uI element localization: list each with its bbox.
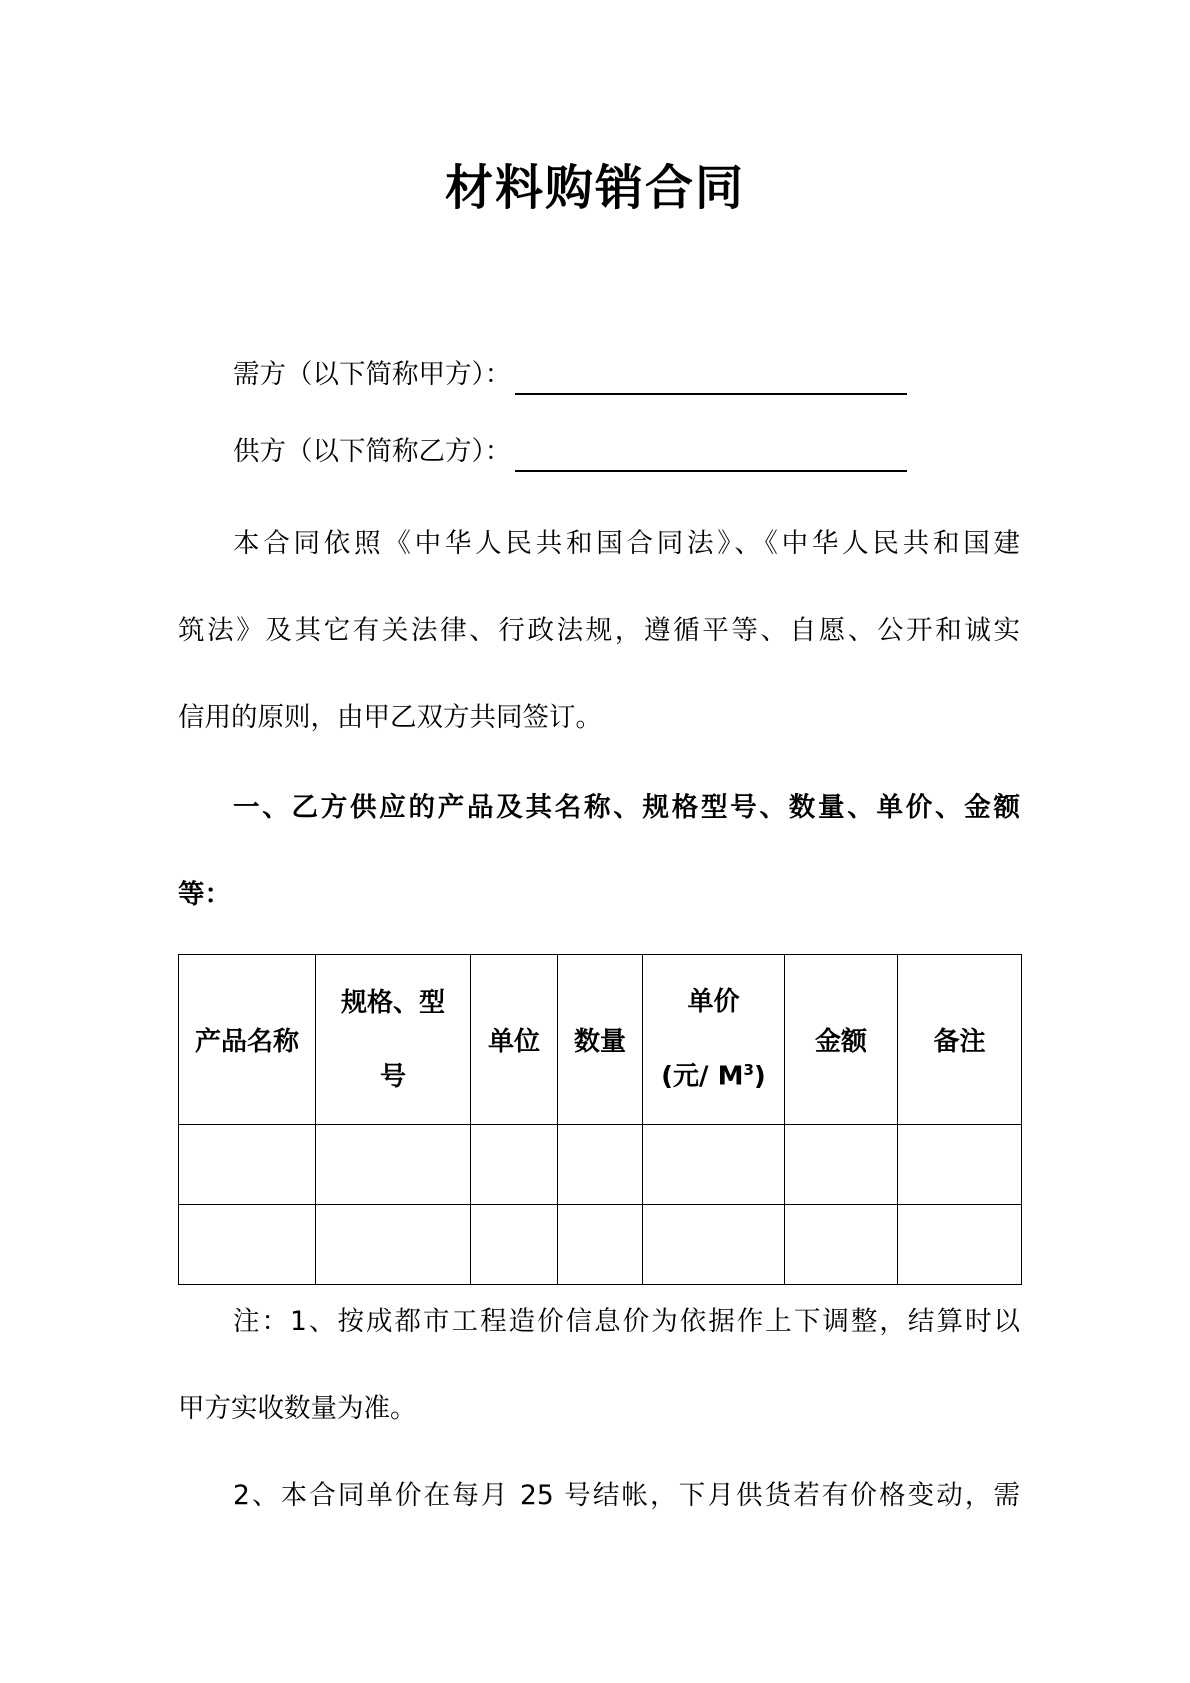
buyer-label: 需方（以下简称甲方）： <box>233 359 512 390</box>
note-line: 2、本合同单价在每月 25 号结帐，下月供货若有价格变动，需 <box>233 1480 1020 1511</box>
seller-label: 供方（以下简称乙方）： <box>233 436 512 467</box>
header-product-name: 产品名称 <box>179 955 316 1125</box>
section-heading-line: 一、乙方供应的产品及其名称、规格型号、数量、单价、金额 <box>233 792 1020 823</box>
header-price-line: 单价 <box>687 987 740 1018</box>
buyer-field-row <box>233 355 1020 395</box>
table-cell[interactable] <box>471 1125 558 1205</box>
table-cell[interactable] <box>316 1205 471 1285</box>
table-cell[interactable] <box>643 1125 785 1205</box>
header-unit: 单位 <box>471 955 558 1125</box>
buyer-blank-line[interactable] <box>515 363 907 395</box>
section-heading-line: 等： <box>178 879 231 910</box>
note-line: 甲方实收数量为准。 <box>178 1393 417 1424</box>
intro-paragraph-line: 本合同依照《中华人民共和国合同法》、《中华人民共和国建 <box>233 528 1020 559</box>
product-table <box>178 954 1022 1285</box>
intro-paragraph-line: 信用的原则，由甲乙双方共同签订。 <box>178 702 602 733</box>
header-spec-line: 号 <box>379 1061 406 1092</box>
table-cell[interactable] <box>898 1205 1022 1285</box>
table-cell[interactable] <box>785 1125 898 1205</box>
header-quantity: 数量 <box>558 955 643 1125</box>
table-cell[interactable] <box>558 1205 643 1285</box>
table-cell[interactable] <box>785 1205 898 1285</box>
table-row <box>179 1205 1022 1285</box>
header-amount: 金额 <box>785 955 898 1125</box>
table-cell[interactable] <box>179 1125 316 1205</box>
header-spec-line: 规格、型 <box>340 987 445 1018</box>
header-unit-price <box>643 955 785 1125</box>
header-remark: 备注 <box>898 955 1022 1125</box>
note-line: 注：1、按成都市工程造价信息价为依据作上下调整，结算时以 <box>233 1306 1020 1337</box>
seller-blank-line[interactable] <box>515 440 907 472</box>
document-title: 材料购销合同 <box>444 160 745 216</box>
table-cell[interactable] <box>471 1205 558 1285</box>
table-cell[interactable] <box>316 1125 471 1205</box>
table-cell[interactable] <box>179 1205 316 1285</box>
table-cell[interactable] <box>643 1205 785 1285</box>
seller-field-row <box>233 432 1020 472</box>
header-price-unit: (元/ $M^3$) <box>661 1061 766 1092</box>
table-cell[interactable] <box>558 1125 643 1205</box>
intro-paragraph-line: 筑法》及其它有关法律、行政法规，遵循平等、自愿、公开和诚实 <box>178 615 1020 646</box>
table-header-row <box>179 955 1022 1125</box>
table-cell[interactable] <box>898 1125 1022 1205</box>
table-row <box>179 1125 1022 1205</box>
header-spec <box>316 955 471 1125</box>
